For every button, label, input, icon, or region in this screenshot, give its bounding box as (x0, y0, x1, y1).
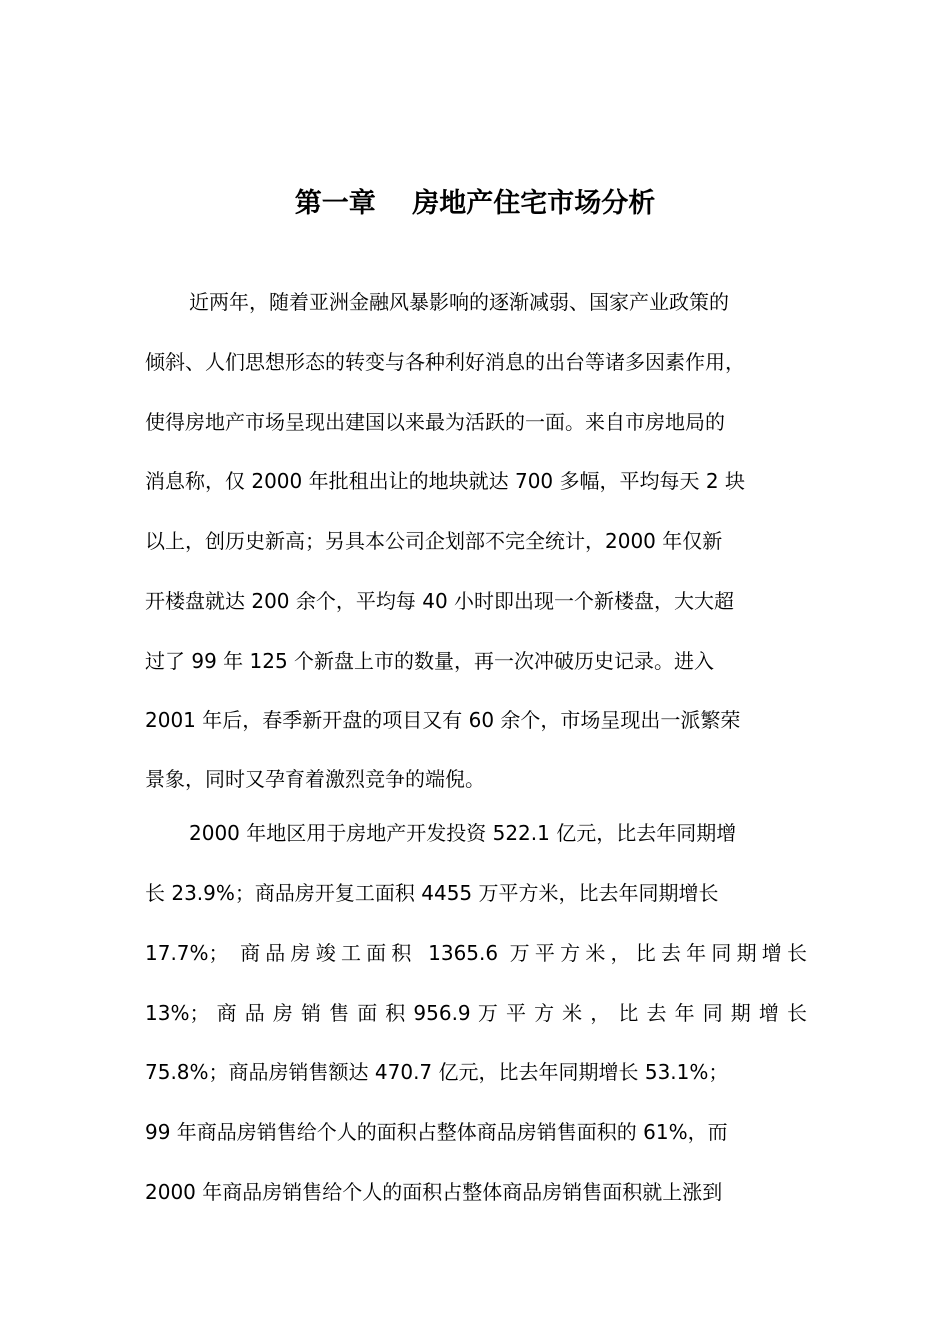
paragraph-2-line-1: 2000 年地区用于房地产开发投资 522.1 亿元，比去年同期增 (189, 821, 737, 845)
chapter-title: 第一章 房地产住宅市场分析 (294, 188, 656, 219)
paragraph-2-line-5: 75.8%；商品房销售额达 470.7 亿元，比去年同期增长 53.1%； (145, 1060, 729, 1084)
paragraph-1-line-2: 倾斜、人们思想形态的转变与各种利好消息的出台等诸多因素作用， (145, 350, 745, 374)
paragraph-2-line-4: 13%； 商 品 房 销 售 面 积 956.9 万 平 方 米 ， 比 去 年 同 期 增 长 (145, 1001, 807, 1025)
paragraph-1-line-6: 开楼盘就达 200 余个，平均每 40 小时即出现一个新楼盘，大大超 (145, 589, 735, 613)
paragraph-1-line-3: 使得房地产市场呈现出建国以来最为活跃的一面。来自市房地局的 (145, 410, 725, 434)
paragraph-1-line-8: 2001 年后，春季新开盘的项目又有 60 余个，市场呈现出一派繁荣 (145, 708, 741, 732)
paragraph-1-line-1: 近两年，随着亚洲金融风暴影响的逐渐减弱、国家产业政策的 (189, 290, 729, 314)
paragraph-2-line-3: 17.7%； 商品房竣工面积 1365.6 万平方米，比去年同期增长 (145, 941, 807, 965)
paragraph-1-line-5: 以上，创历史新高；另具本公司企划部不完全统计，2000 年仅新 (145, 529, 723, 553)
paragraph-2-line-2: 长 23.9%；商品房开复工面积 4455 万平方米，比去年同期增长 (145, 881, 719, 905)
paragraph-2-line-7: 2000 年商品房销售给个人的面积占整体商品房销售面积就上涨到 (145, 1180, 723, 1204)
paragraph-1-line-4: 消息称，仅 2000 年批租出让的地块就达 700 多幅，平均每天 2 块 (145, 469, 745, 493)
paragraph-2-line-6: 99 年商品房销售给个人的面积占整体商品房销售面积的 61%，而 (145, 1120, 728, 1144)
paragraph-1-line-7: 过了 99 年 125 个新盘上市的数量，再一次冲破历史记录。进入 (145, 649, 715, 673)
paragraph-1-line-9: 景象，同时又孕育着激烈竞争的端倪。 (145, 767, 485, 791)
